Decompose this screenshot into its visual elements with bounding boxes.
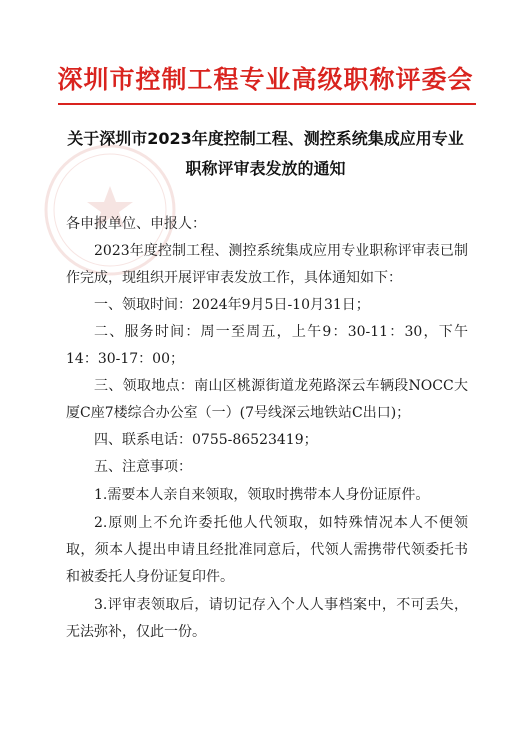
item-service-hours: 二、服务时间：周一至周五，上午9：30-11：30，下午14：30-17：00； bbox=[66, 324, 468, 367]
organization-header: 深圳市控制工程专业高级职称评委会 bbox=[57, 65, 474, 94]
intro-paragraph: 2023年度控制工程、测控系统集成应用专业职称评审表已制作完成，现组织开展评审表发放工作，具体通知如下： bbox=[66, 243, 468, 286]
notice-title-line-1: 关于深圳市2023年度控制工程、测控系统集成应用专业 bbox=[67, 129, 464, 148]
notice-body bbox=[66, 211, 468, 646]
note-item-3: 3.评审表领取后，请切记存入个人人事档案中，不可丢失，无法弥补，仅此一份。 bbox=[66, 597, 468, 640]
item-pickup-location: 三、领取地点：南山区桃源街道龙苑路深云车辆段NOCC大厦C座7楼综合办公室（一）(7号线深云地铁站C出口)； bbox=[66, 378, 468, 421]
notice-title-line-2: 职称评审表发放的通知 bbox=[185, 159, 346, 178]
item-contact-phone: 四、联系电话：0755-86523419； bbox=[94, 432, 318, 448]
notice-title bbox=[40, 124, 491, 184]
salutation: 各申报单位、申报人： bbox=[66, 216, 206, 232]
header-divider bbox=[58, 103, 476, 105]
item-pickup-time: 一、领取时间：2024年9月5日-10月31日； bbox=[94, 297, 370, 313]
note-item-1: 1.需要本人亲自来领取，领取时携带本人身份证原件。 bbox=[94, 487, 430, 503]
item-notes-heading: 五、注意事项： bbox=[94, 459, 192, 475]
note-item-2: 2.原则上不允许委托他人代领取，如特殊情况本人不便领取，须本人提出申请且经批准同意后，代领人需携带代领委托书和被委托人身份证复印件。 bbox=[66, 515, 468, 585]
